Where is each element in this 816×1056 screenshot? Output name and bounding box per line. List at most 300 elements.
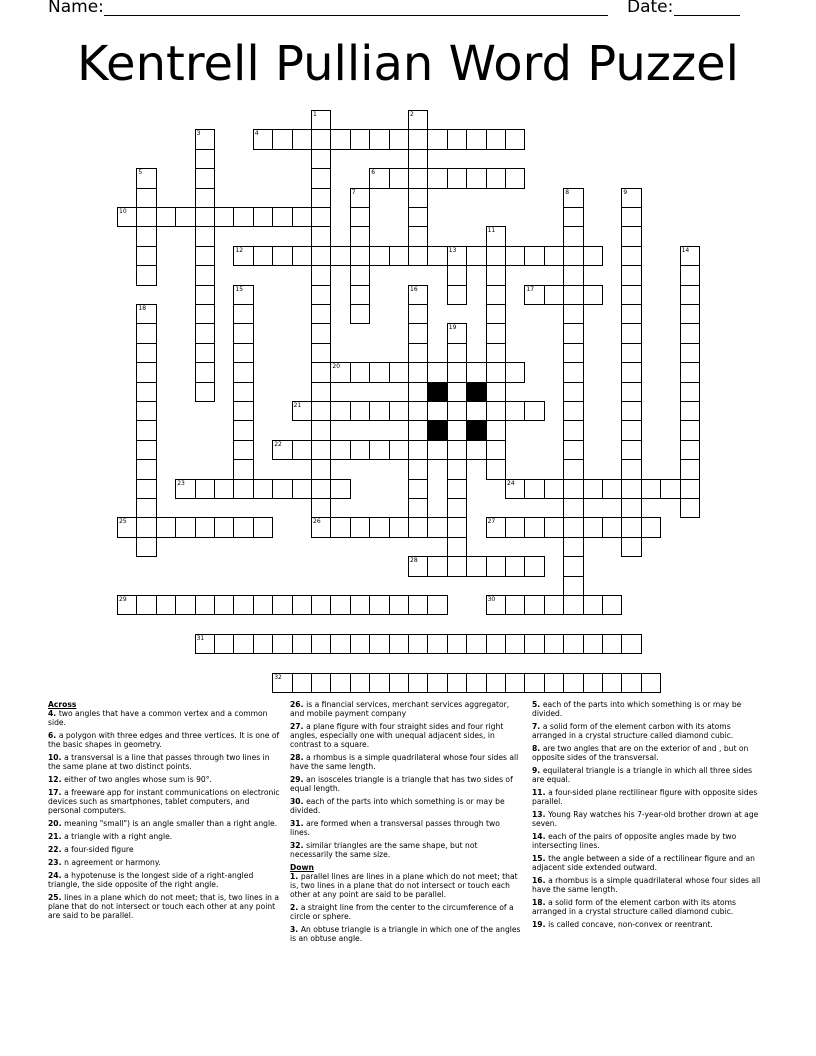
grid-cell[interactable] [311,479,331,499]
grid-cell[interactable] [583,517,603,537]
grid-cell[interactable] [486,634,506,654]
grid-cell[interactable] [156,595,176,615]
grid-cell[interactable] [389,634,409,654]
grid-cell[interactable] [408,382,428,402]
grid-cell[interactable] [195,595,215,615]
grid-cell[interactable] [233,246,253,266]
grid-cell[interactable] [602,634,622,654]
grid-cell[interactable] [621,537,641,557]
grid-cell[interactable] [447,285,467,305]
grid-cell[interactable] [253,246,273,266]
grid-cell[interactable] [136,343,156,363]
grid-cell[interactable] [369,246,389,266]
grid-cell[interactable] [117,207,137,227]
grid-cell[interactable] [447,382,467,402]
grid-cell[interactable] [408,440,428,460]
grid-cell[interactable] [195,382,215,402]
grid-cell[interactable] [233,517,253,537]
grid-cell[interactable] [621,226,641,246]
grid-cell[interactable] [330,129,350,149]
grid-cell[interactable] [602,517,622,537]
grid-cell[interactable] [408,246,428,266]
grid-cell[interactable] [680,265,700,285]
grid-cell[interactable] [680,420,700,440]
grid-cell[interactable] [292,401,312,421]
grid-cell[interactable] [427,595,447,615]
grid-cell[interactable] [408,343,428,363]
grid-cell[interactable] [195,246,215,266]
grid-cell[interactable] [427,440,447,460]
grid-cell[interactable] [195,517,215,537]
grid-cell[interactable] [195,323,215,343]
grid-cell[interactable] [563,420,583,440]
grid-cell[interactable] [292,673,312,693]
grid-cell[interactable] [544,673,564,693]
grid-cell[interactable] [408,207,428,227]
grid-cell[interactable] [505,517,525,537]
grid-cell[interactable] [136,168,156,188]
grid-cell[interactable] [621,673,641,693]
grid-cell[interactable] [447,343,467,363]
grid-cell[interactable] [505,246,525,266]
grid-cell[interactable] [408,188,428,208]
grid-cell[interactable] [369,440,389,460]
grid-cell[interactable] [563,401,583,421]
grid-cell[interactable] [447,498,467,518]
grid-cell[interactable] [544,595,564,615]
grid-cell[interactable] [272,479,292,499]
grid-cell[interactable] [233,343,253,363]
grid-cell[interactable] [486,343,506,363]
grid-cell[interactable] [680,323,700,343]
grid-cell[interactable] [486,362,506,382]
grid-cell[interactable] [350,401,370,421]
grid-cell[interactable] [233,382,253,402]
grid-cell[interactable] [447,401,467,421]
grid-cell[interactable] [292,246,312,266]
grid-cell[interactable] [253,479,273,499]
grid-cell[interactable] [311,110,331,130]
grid-cell[interactable] [524,246,544,266]
grid-cell[interactable] [233,420,253,440]
grid-cell[interactable] [195,343,215,363]
grid-cell[interactable] [680,440,700,460]
grid-cell[interactable] [680,382,700,402]
grid-cell[interactable] [408,420,428,440]
grid-cell[interactable] [330,362,350,382]
grid-cell[interactable] [156,207,176,227]
grid-cell[interactable] [621,459,641,479]
grid-cell[interactable] [583,285,603,305]
grid-cell[interactable] [311,246,331,266]
grid-cell[interactable] [544,479,564,499]
grid-cell[interactable] [389,362,409,382]
grid-cell[interactable] [563,226,583,246]
grid-cell[interactable] [136,188,156,208]
grid-cell[interactable] [563,304,583,324]
grid-cell[interactable] [563,343,583,363]
grid-cell[interactable] [136,362,156,382]
grid-cell[interactable] [621,246,641,266]
grid-cell[interactable] [524,556,544,576]
grid-cell[interactable] [621,323,641,343]
grid-cell[interactable] [486,556,506,576]
grid-cell[interactable] [311,343,331,363]
grid-cell[interactable] [214,634,234,654]
grid-cell[interactable] [136,498,156,518]
grid-cell[interactable] [233,634,253,654]
grid-cell[interactable] [466,168,486,188]
grid-cell[interactable] [311,226,331,246]
grid-cell[interactable] [408,673,428,693]
grid-cell[interactable] [447,362,467,382]
grid-cell[interactable] [272,440,292,460]
grid-cell[interactable] [408,110,428,130]
grid-cell[interactable] [330,246,350,266]
grid-cell[interactable] [563,634,583,654]
grid-cell[interactable] [602,673,622,693]
grid-cell[interactable] [408,517,428,537]
grid-cell[interactable] [486,168,506,188]
grid-cell[interactable] [621,362,641,382]
grid-cell[interactable] [272,207,292,227]
grid-cell[interactable] [350,188,370,208]
grid-cell[interactable] [311,323,331,343]
grid-cell[interactable] [486,265,506,285]
grid-cell[interactable] [350,362,370,382]
grid-cell[interactable] [175,479,195,499]
grid-cell[interactable] [524,517,544,537]
grid-cell[interactable] [233,479,253,499]
grid-cell[interactable] [427,517,447,537]
grid-cell[interactable] [136,401,156,421]
grid-cell[interactable] [369,673,389,693]
grid-cell[interactable] [253,595,273,615]
grid-cell[interactable] [408,556,428,576]
grid-cell[interactable] [408,401,428,421]
grid-cell[interactable] [563,382,583,402]
grid-cell[interactable] [233,595,253,615]
grid-cell[interactable] [505,168,525,188]
grid-cell[interactable] [311,401,331,421]
grid-cell[interactable] [524,479,544,499]
grid-cell[interactable] [641,673,661,693]
grid-cell[interactable] [389,246,409,266]
grid-cell[interactable] [350,285,370,305]
grid-cell[interactable] [427,634,447,654]
grid-cell[interactable] [233,459,253,479]
grid-cell[interactable] [311,459,331,479]
grid-cell[interactable] [117,517,137,537]
grid-cell[interactable] [505,129,525,149]
grid-cell[interactable] [292,440,312,460]
grid-cell[interactable] [563,556,583,576]
grid-cell[interactable] [311,285,331,305]
grid-cell[interactable] [272,129,292,149]
grid-cell[interactable] [680,362,700,382]
grid-cell[interactable] [524,401,544,421]
grid-cell[interactable] [583,595,603,615]
grid-cell[interactable] [311,129,331,149]
grid-cell[interactable] [253,634,273,654]
grid-cell[interactable] [195,285,215,305]
grid-cell[interactable] [136,517,156,537]
grid-cell[interactable] [486,517,506,537]
grid-cell[interactable] [311,265,331,285]
grid-cell[interactable] [447,168,467,188]
grid-cell[interactable] [447,634,467,654]
grid-cell[interactable] [680,285,700,305]
grid-cell[interactable] [350,304,370,324]
grid-cell[interactable] [214,207,234,227]
grid-cell[interactable] [292,479,312,499]
grid-cell[interactable] [350,517,370,537]
grid-cell[interactable] [680,401,700,421]
grid-cell[interactable] [447,673,467,693]
grid-cell[interactable] [233,440,253,460]
grid-cell[interactable] [486,323,506,343]
grid-cell[interactable] [311,188,331,208]
grid-cell[interactable] [427,362,447,382]
grid-cell[interactable] [680,246,700,266]
grid-cell[interactable] [408,595,428,615]
grid-cell[interactable] [350,673,370,693]
grid-cell[interactable] [621,479,641,499]
grid-cell[interactable] [621,343,641,363]
grid-cell[interactable] [272,634,292,654]
grid-cell[interactable] [330,479,350,499]
grid-cell[interactable] [369,401,389,421]
grid-cell[interactable] [505,634,525,654]
grid-cell[interactable] [369,168,389,188]
grid-cell[interactable] [563,576,583,596]
grid-cell[interactable] [466,673,486,693]
grid-cell[interactable] [195,168,215,188]
grid-cell[interactable] [680,459,700,479]
grid-cell[interactable] [233,304,253,324]
grid-cell[interactable] [195,479,215,499]
grid-cell[interactable] [621,401,641,421]
grid-cell[interactable] [350,226,370,246]
grid-cell[interactable] [389,440,409,460]
grid-cell[interactable] [466,440,486,460]
grid-cell[interactable] [505,595,525,615]
grid-cell[interactable] [447,420,467,440]
grid-cell[interactable] [524,595,544,615]
grid-cell[interactable] [680,304,700,324]
grid-cell[interactable] [602,595,622,615]
grid-cell[interactable] [311,304,331,324]
grid-cell[interactable] [505,479,525,499]
grid-cell[interactable] [369,129,389,149]
grid-cell[interactable] [330,401,350,421]
grid-cell[interactable] [389,595,409,615]
grid-cell[interactable] [563,188,583,208]
grid-cell[interactable] [136,207,156,227]
grid-cell[interactable] [136,420,156,440]
grid-cell[interactable] [330,440,350,460]
grid-cell[interactable] [447,265,467,285]
grid-cell[interactable] [175,517,195,537]
grid-cell[interactable] [272,595,292,615]
grid-cell[interactable] [272,246,292,266]
grid-cell[interactable] [214,595,234,615]
grid-cell[interactable] [427,673,447,693]
grid-cell[interactable] [486,246,506,266]
grid-cell[interactable] [427,556,447,576]
grid-cell[interactable] [369,595,389,615]
grid-cell[interactable] [524,673,544,693]
grid-cell[interactable] [621,440,641,460]
grid-cell[interactable] [136,323,156,343]
grid-cell[interactable] [233,401,253,421]
grid-cell[interactable] [505,556,525,576]
grid-cell[interactable] [621,498,641,518]
grid-cell[interactable] [350,595,370,615]
grid-cell[interactable] [195,226,215,246]
grid-cell[interactable] [195,362,215,382]
grid-cell[interactable] [136,304,156,324]
grid-cell[interactable] [195,207,215,227]
grid-cell[interactable] [563,265,583,285]
grid-cell[interactable] [330,595,350,615]
grid-cell[interactable] [136,595,156,615]
grid-cell[interactable] [408,129,428,149]
grid-cell[interactable] [408,323,428,343]
grid-cell[interactable] [311,440,331,460]
grid-cell[interactable] [583,673,603,693]
grid-cell[interactable] [136,479,156,499]
grid-cell[interactable] [311,382,331,402]
grid-cell[interactable] [253,129,273,149]
grid-cell[interactable] [330,673,350,693]
grid-cell[interactable] [660,479,680,499]
grid-cell[interactable] [680,343,700,363]
grid-cell[interactable] [641,479,661,499]
grid-cell[interactable] [544,285,564,305]
grid-cell[interactable] [350,246,370,266]
grid-cell[interactable] [466,129,486,149]
grid-cell[interactable] [486,420,506,440]
grid-cell[interactable] [389,129,409,149]
grid-cell[interactable] [563,673,583,693]
grid-cell[interactable] [292,207,312,227]
grid-cell[interactable] [563,479,583,499]
grid-cell[interactable] [447,459,467,479]
grid-cell[interactable] [427,129,447,149]
grid-cell[interactable] [466,556,486,576]
grid-cell[interactable] [292,129,312,149]
grid-cell[interactable] [447,440,467,460]
grid-cell[interactable] [408,226,428,246]
grid-cell[interactable] [447,323,467,343]
grid-cell[interactable] [563,285,583,305]
grid-cell[interactable] [156,517,176,537]
grid-cell[interactable] [175,207,195,227]
grid-cell[interactable] [486,285,506,305]
grid-cell[interactable] [447,517,467,537]
grid-cell[interactable] [136,440,156,460]
grid-cell[interactable] [136,226,156,246]
grid-cell[interactable] [447,479,467,499]
grid-cell[interactable] [175,595,195,615]
grid-cell[interactable] [505,362,525,382]
grid-cell[interactable] [621,207,641,227]
grid-cell[interactable] [195,304,215,324]
grid-cell[interactable] [621,517,641,537]
grid-cell[interactable] [311,634,331,654]
grid-cell[interactable] [544,517,564,537]
grid-cell[interactable] [136,459,156,479]
grid-cell[interactable] [350,129,370,149]
grid-cell[interactable] [486,226,506,246]
grid-cell[interactable] [311,517,331,537]
grid-cell[interactable] [272,673,292,693]
grid-cell[interactable] [195,265,215,285]
grid-cell[interactable] [389,673,409,693]
grid-cell[interactable] [680,498,700,518]
grid-cell[interactable] [427,246,447,266]
grid-cell[interactable] [447,556,467,576]
grid-cell[interactable] [136,265,156,285]
grid-cell[interactable] [389,517,409,537]
grid-cell[interactable] [369,362,389,382]
grid-cell[interactable] [408,498,428,518]
grid-cell[interactable] [389,401,409,421]
grid-cell[interactable] [233,362,253,382]
grid-cell[interactable] [311,673,331,693]
grid-cell[interactable] [408,459,428,479]
grid-cell[interactable] [311,595,331,615]
grid-cell[interactable] [447,246,467,266]
grid-cell[interactable] [427,168,447,188]
grid-cell[interactable] [195,149,215,169]
grid-cell[interactable] [408,634,428,654]
grid-cell[interactable] [602,479,622,499]
grid-cell[interactable] [408,362,428,382]
grid-cell[interactable] [583,246,603,266]
grid-cell[interactable] [466,246,486,266]
grid-cell[interactable] [136,246,156,266]
grid-cell[interactable] [195,129,215,149]
grid-cell[interactable] [330,517,350,537]
grid-cell[interactable] [195,188,215,208]
grid-cell[interactable] [311,168,331,188]
grid-cell[interactable] [583,634,603,654]
grid-cell[interactable] [330,634,350,654]
grid-cell[interactable] [524,634,544,654]
grid-cell[interactable] [486,304,506,324]
grid-cell[interactable] [563,537,583,557]
grid-cell[interactable] [369,517,389,537]
grid-cell[interactable] [621,634,641,654]
grid-cell[interactable] [544,246,564,266]
grid-cell[interactable] [447,129,467,149]
grid-cell[interactable] [486,673,506,693]
grid-cell[interactable] [350,634,370,654]
grid-cell[interactable] [524,285,544,305]
grid-cell[interactable] [563,362,583,382]
grid-cell[interactable] [563,498,583,518]
grid-cell[interactable] [214,517,234,537]
grid-cell[interactable] [563,323,583,343]
grid-cell[interactable] [486,401,506,421]
grid-cell[interactable] [680,479,700,499]
grid-cell[interactable] [505,673,525,693]
grid-cell[interactable] [505,401,525,421]
grid-cell[interactable] [408,149,428,169]
grid-cell[interactable] [350,207,370,227]
